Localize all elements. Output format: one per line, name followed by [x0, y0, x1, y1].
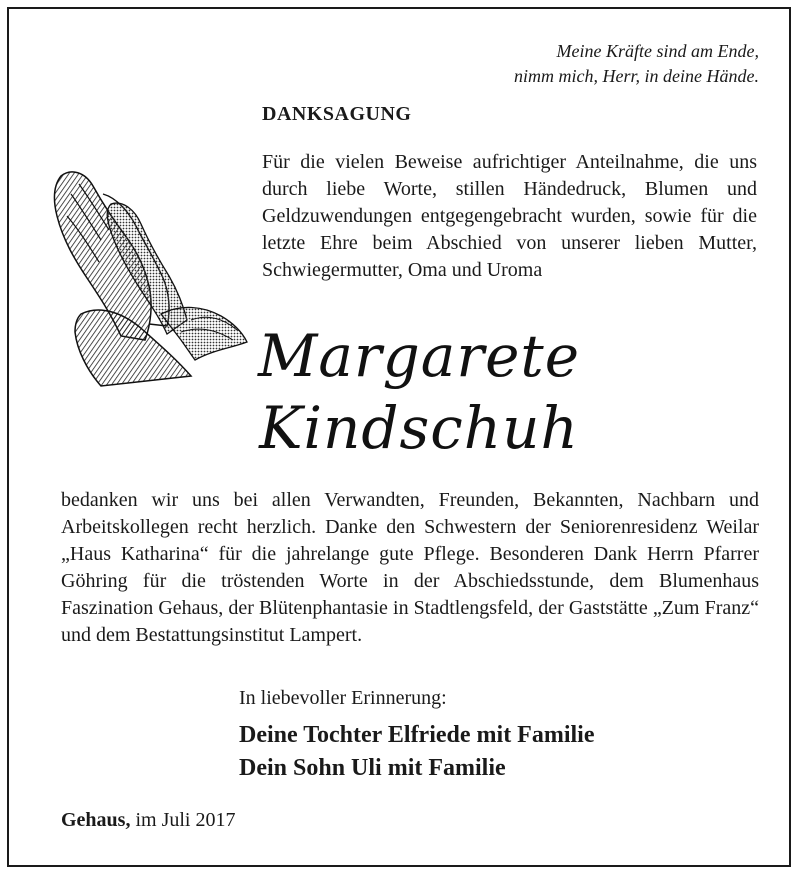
verse [429, 39, 759, 89]
obituary-notice [7, 7, 791, 867]
place: Gehaus, [61, 809, 131, 831]
signer-daughter: Deine Tochter Elfriede mit Familie [239, 722, 595, 748]
praying-hands-icon [41, 164, 251, 389]
memory-label: In liebevoller Erinnerung: [239, 687, 447, 709]
verse-line-1: Meine Kräfte sind am Ende, [556, 41, 759, 61]
deceased-first-name: Margarete [257, 322, 581, 390]
date: im Juli 2017 [135, 809, 236, 831]
deceased-last-name: Kindschuh [259, 394, 579, 462]
intro-text: Für die vielen Beweise aufrichtiger Anteilnahme, die uns durch liebe Worte, stillen Händedruck, Blumen und Geldzuwendungen entgegengebracht wurden, sowie für die letzte Ehre beim Abschied von unserer lieben Mutter, Schwiegermutter, Oma und Uroma [262, 151, 757, 281]
thanks-text: bedanken wir uns bei allen Verwandten, Freunden, Bekannten, Nachbarn und Arbeitskollegen recht herzlich. Danke den Schwestern der Seniorenresidenz Weilar „Haus Katharina“ für die jahrelange gute Pflege. Besonderen Dank Herrn Pfarrer Göhring für die tröstenden Worte in der Abschiedsstunde, dem Blumenhaus Faszination Gehaus, der Blütenphantasie in Stadtlengsfeld, der Gaststätte „Zum Franz“ und dem Bestattungsinstitut Lampert. [61, 489, 759, 646]
signer-son: Dein Sohn Uli mit Familie [239, 755, 506, 781]
verse-line-2: nimm mich, Herr, in deine Hände. [514, 66, 759, 86]
page-title: DANKSAGUNG [262, 103, 412, 125]
place-date [61, 809, 235, 832]
